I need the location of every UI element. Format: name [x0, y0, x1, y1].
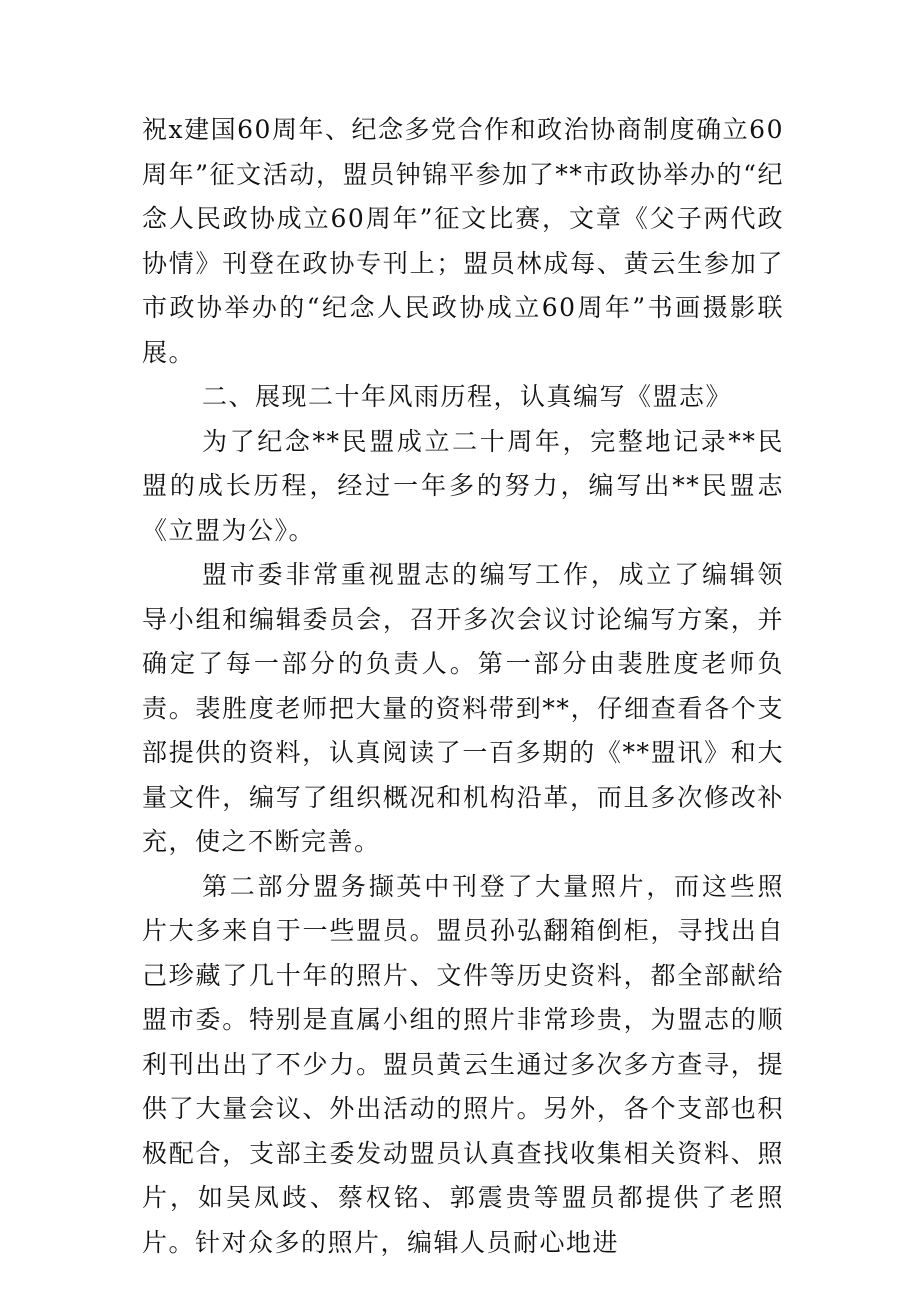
paragraph-continuation: 祝x建国60周年、纪念多党合作和政治协商制度确立60周年”征文活动，盟员钟锦平参加了**市政协举办的“纪念人民政协成立60周年”征文比赛，文章《父子两代政协情》刊登在政协专刊上；盟员林成每、黄云生参加了市政协举办的“纪念人民政协成立60周年”书画摄影联展。	[142, 115, 784, 367]
paragraph-photo-collection: 第二部分盟务撷英中刊登了大量照片，而这些照片大多来自于一些盟员。盟员孙弘翻箱倒柜，寻找出自己珍藏了几十年的照片、文件等历史资料，都全部献给盟市委。特别是直属小组的照片非常珍贵，为盟志的顺利刊出出了不少力。盟员黄云生通过多次多方查寻，提供了大量会议、外出活动的照片。另外，各个支部也积极配合，支部主委发动盟员认真查找收集相关资料、照片，如吴凤歧、蔡权铭、郭震贵等盟员都提供了老照片。针对众多的照片，编辑人员耐心地进	[142, 871, 784, 1257]
section-heading: 二、展现二十年风雨历程，认真编写《盟志》	[202, 382, 733, 411]
paragraph-editorial-committee: 盟市委非常重视盟志的编写工作，成立了编辑领导小组和编辑委员会，召开多次会议讨论编写方案，并确定了每一部分的负责人。第一部分由裴胜度老师负责。裴胜度老师把大量的资料带到**，仔细查看各个支部提供的资料，认真阅读了一百多期的《**盟讯》和大量文件，编写了组织概况和机构沿革，而且多次修改补充，使之不断完善。	[142, 560, 784, 856]
document-body	[142, 108, 784, 1265]
paragraph-commemoration: 为了纪念**民盟成立二十周年，完整地记录**民盟的成长历程，经过一年多的努力，编写出**民盟志《立盟为公》。	[142, 426, 784, 545]
